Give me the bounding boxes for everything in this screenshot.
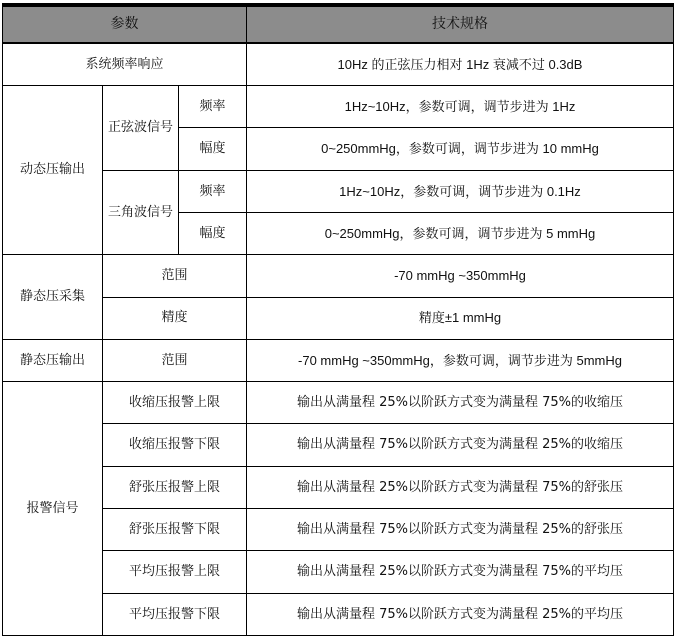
spec-table <box>2 3 674 636</box>
row-value: 输出从满量程 75%以阶跃方式变为满量程 25%的平均压 <box>247 593 674 635</box>
row-value: 输出从满量程 25%以阶跃方式变为满量程 75%的舒张压 <box>247 466 674 508</box>
param-label: 舒张压报警上限 <box>103 466 247 508</box>
group-label: 报警信号 <box>3 382 103 636</box>
table-row <box>3 593 674 635</box>
row-value: 精度±1 mmHg <box>247 297 674 339</box>
param-label: 范围 <box>103 255 247 297</box>
group-label: 静态压输出 <box>3 339 103 381</box>
subgroup-label: 正弦波信号 <box>103 86 179 171</box>
table-row <box>3 339 674 381</box>
param-label: 幅度 <box>179 128 247 170</box>
param-label: 频率 <box>179 86 247 128</box>
table-row <box>3 424 674 466</box>
header-param: 参数 <box>3 5 247 43</box>
param-label: 平均压报警上限 <box>103 551 247 593</box>
row-value: 1Hz~10Hz，参数可调，调节步进为 1Hz <box>247 86 674 128</box>
group-label: 静态压采集 <box>3 255 103 340</box>
table-row <box>3 170 674 212</box>
row-value: 输出从满量程 25%以阶跃方式变为满量程 75%的收缩压 <box>247 382 674 424</box>
row-label: 系统频率响应 <box>3 43 247 85</box>
param-label: 范围 <box>103 339 247 381</box>
row-value: 输出从满量程 75%以阶跃方式变为满量程 25%的收缩压 <box>247 424 674 466</box>
row-value: -70 mmHg ~350mmHg，参数可调，调节步进为 5mmHg <box>247 339 674 381</box>
row-value: 输出从满量程 25%以阶跃方式变为满量程 75%的平均压 <box>247 551 674 593</box>
table-row <box>3 382 674 424</box>
row-value: 10Hz 的正弦压力相对 1Hz 衰减不过 0.3dB <box>247 43 674 85</box>
header-spec: 技术规格 <box>247 5 674 43</box>
table-row <box>3 255 674 297</box>
param-label: 幅度 <box>179 212 247 254</box>
table-header-row <box>3 5 674 43</box>
param-label: 收缩压报警上限 <box>103 382 247 424</box>
table-row <box>3 43 674 85</box>
table-row <box>3 297 674 339</box>
table-row <box>3 551 674 593</box>
param-label: 收缩压报警下限 <box>103 424 247 466</box>
table-row <box>3 509 674 551</box>
table-row <box>3 466 674 508</box>
param-label: 精度 <box>103 297 247 339</box>
param-label: 舒张压报警下限 <box>103 509 247 551</box>
param-label: 频率 <box>179 170 247 212</box>
row-value: 0~250mmHg，参数可调，调节步进为 10 mmHg <box>247 128 674 170</box>
group-label: 动态压输出 <box>3 86 103 255</box>
row-value: 0~250mmHg，参数可调，调节步进为 5 mmHg <box>247 212 674 254</box>
param-label: 平均压报警下限 <box>103 593 247 635</box>
subgroup-label: 三角波信号 <box>103 170 179 255</box>
row-value: 1Hz~10Hz，参数可调，调节步进为 0.1Hz <box>247 170 674 212</box>
table-row <box>3 86 674 128</box>
row-value: 输出从满量程 75%以阶跃方式变为满量程 25%的舒张压 <box>247 509 674 551</box>
row-value: -70 mmHg ~350mmHg <box>247 255 674 297</box>
